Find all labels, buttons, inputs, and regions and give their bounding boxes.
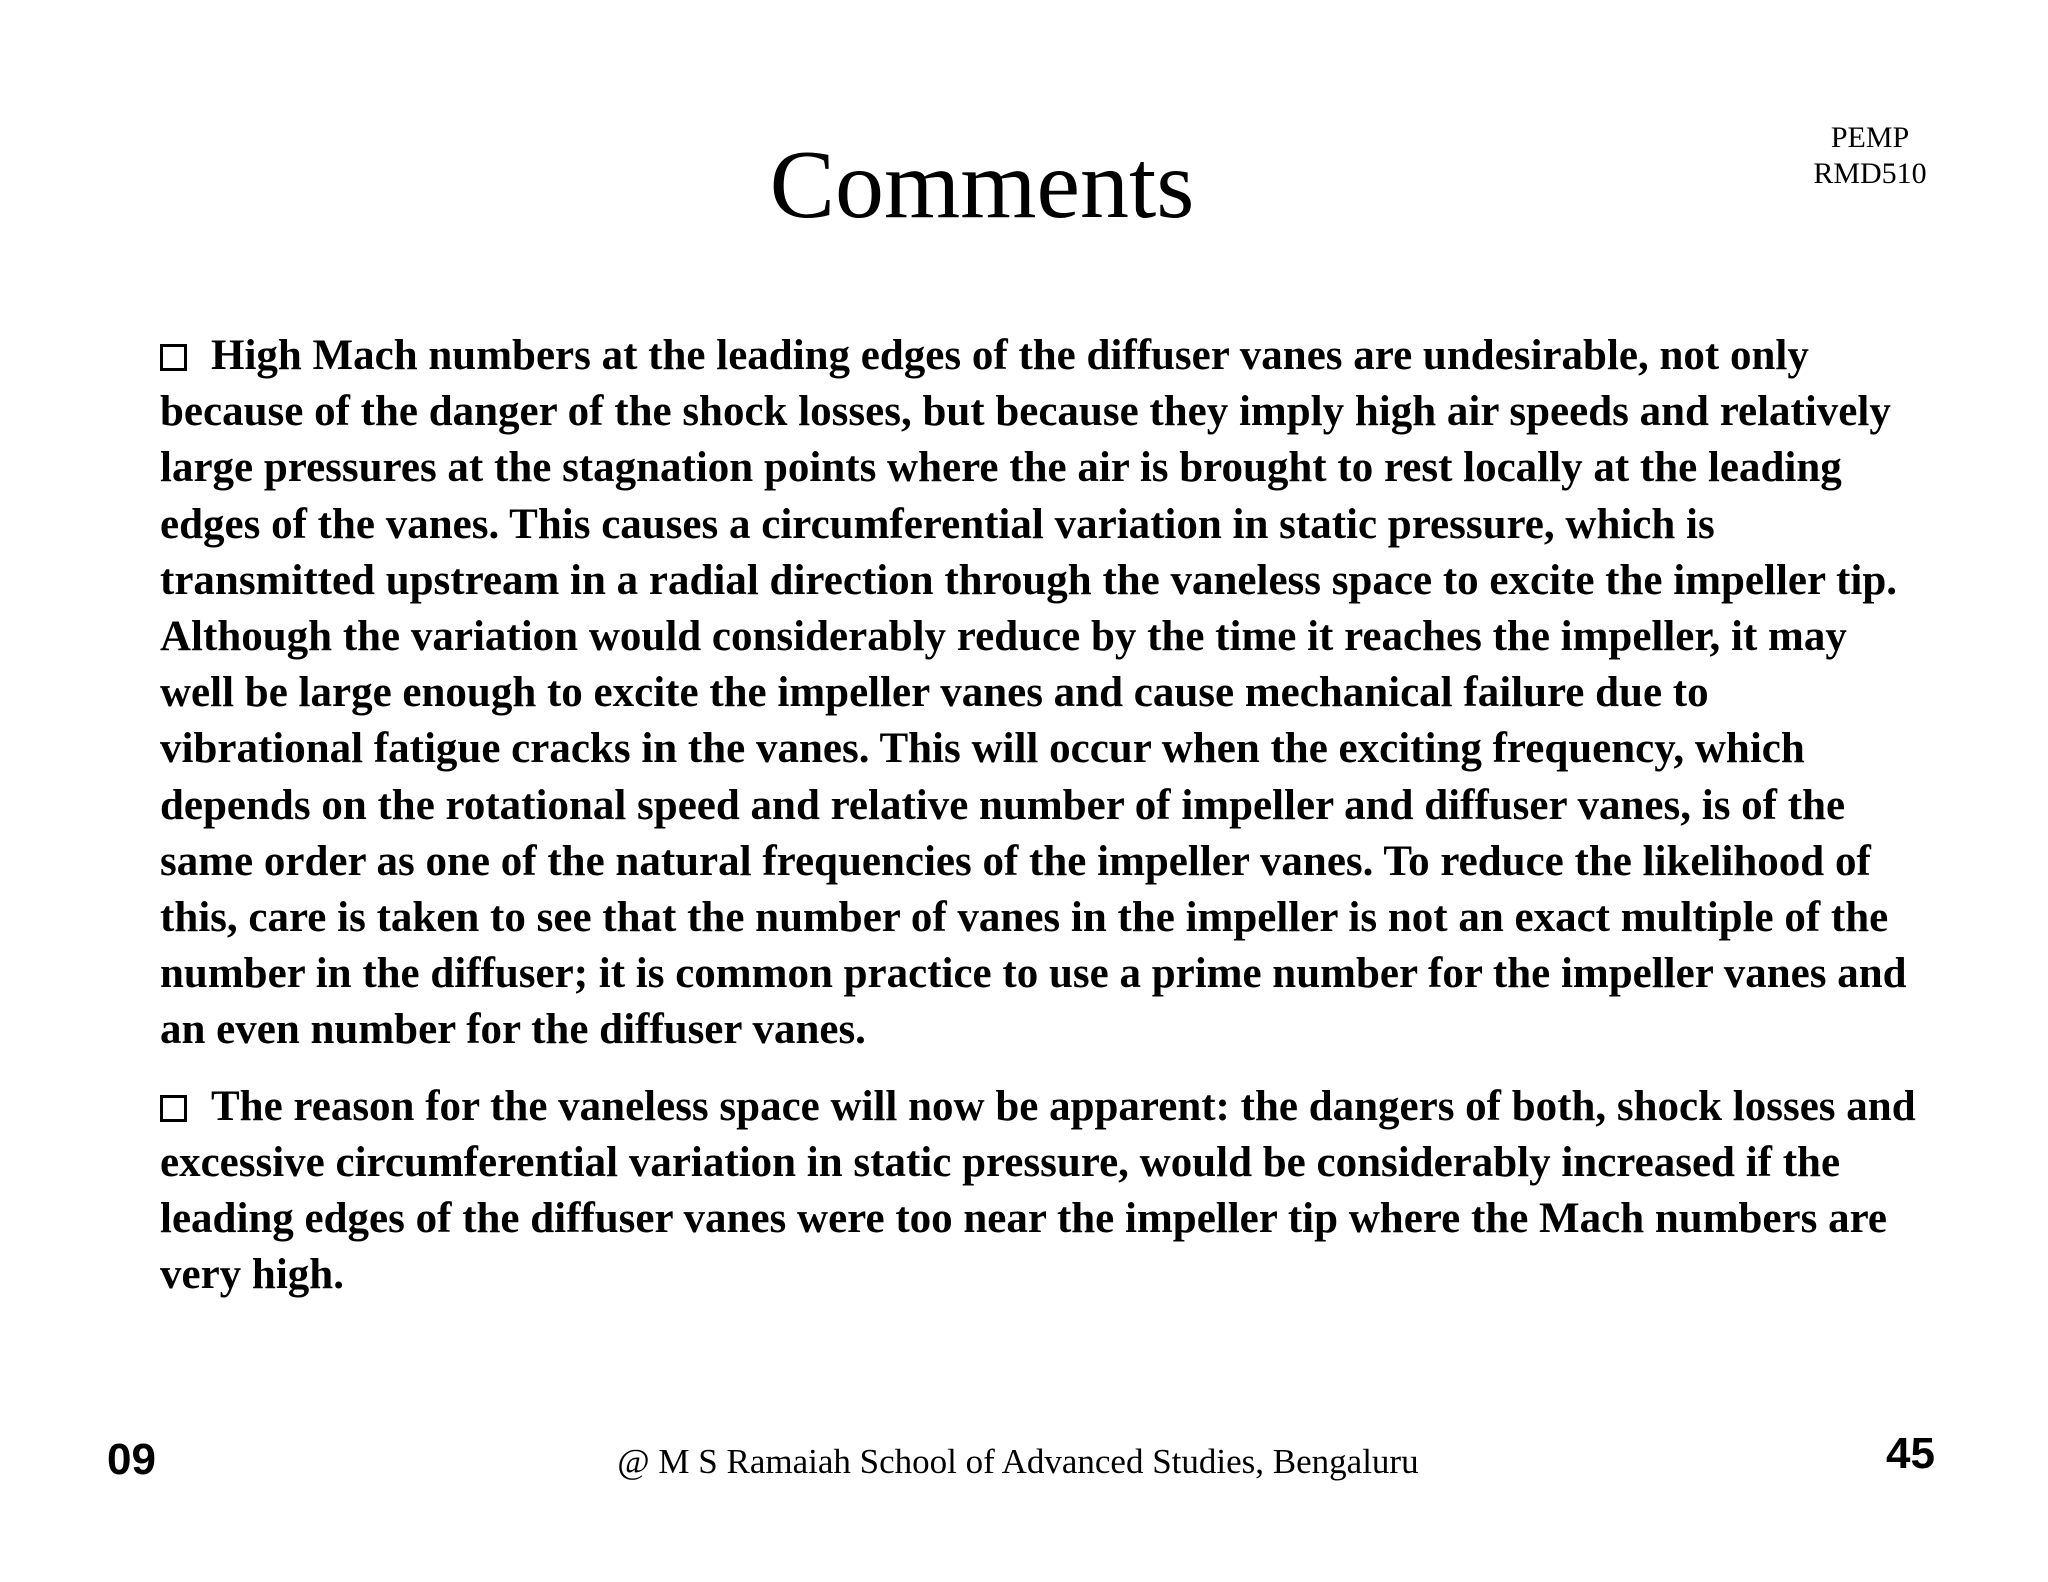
checkbox-icon xyxy=(160,1095,187,1122)
page-number: 45 xyxy=(1886,1429,1935,1478)
bullet-text: High Mach numbers at the leading edges of the diffuser vanes are undesirable, not only because of the danger of the shock losses, but because they imply high air speeds and relatively large pressures at the stagnation points where the air is brought to rest locally at the leading edges of the vanes. This causes a circumferential variation in static pressure, which is transmitted upstream in a radial direction through the vaneless space to excite the impeller tip. Although the variation would considerably reduce by the time it reaches the impeller, it may well be large enough to excite the impeller vanes and cause mechanical failure due to vibrational fatigue cracks in the vanes. This will occur when the exciting frequency, which depends on the rotational speed and relative number of impeller and diffuser vanes, is of the same order as one of the natural frequencies of the impeller vanes. To reduce the likelihood of this, care is taken to see that the number of vanes in the impeller is not an exact multiple of the number in the diffuser; it is common practice to use a prime number for the impeller vanes and an even number for the diffuser vanes. xyxy=(160,332,1907,1054)
copyright-footer: @ M S Ramaiah School of Advanced Studies, Bengaluru xyxy=(617,1442,1419,1481)
slide-title: Comments xyxy=(769,131,1195,239)
course-code-line-2: RMD510 xyxy=(1813,157,1927,190)
bullet-item xyxy=(160,328,1916,1059)
slide-content xyxy=(160,328,1916,1323)
module-number: 09 xyxy=(107,1435,156,1484)
course-code xyxy=(1780,120,1960,192)
bullet-text: The reason for the vaneless space will now be apparent: the dangers of both, shock losses and excessive circumferential variation in static pressure, would be considerably increased if the leading edges of the diffuser vanes were too near the impeller tip where the Mach numbers are very high. xyxy=(160,1082,1916,1299)
course-code-line-1: PEMP xyxy=(1830,121,1910,154)
bullet-item xyxy=(160,1079,1916,1304)
checkbox-icon xyxy=(160,344,187,371)
